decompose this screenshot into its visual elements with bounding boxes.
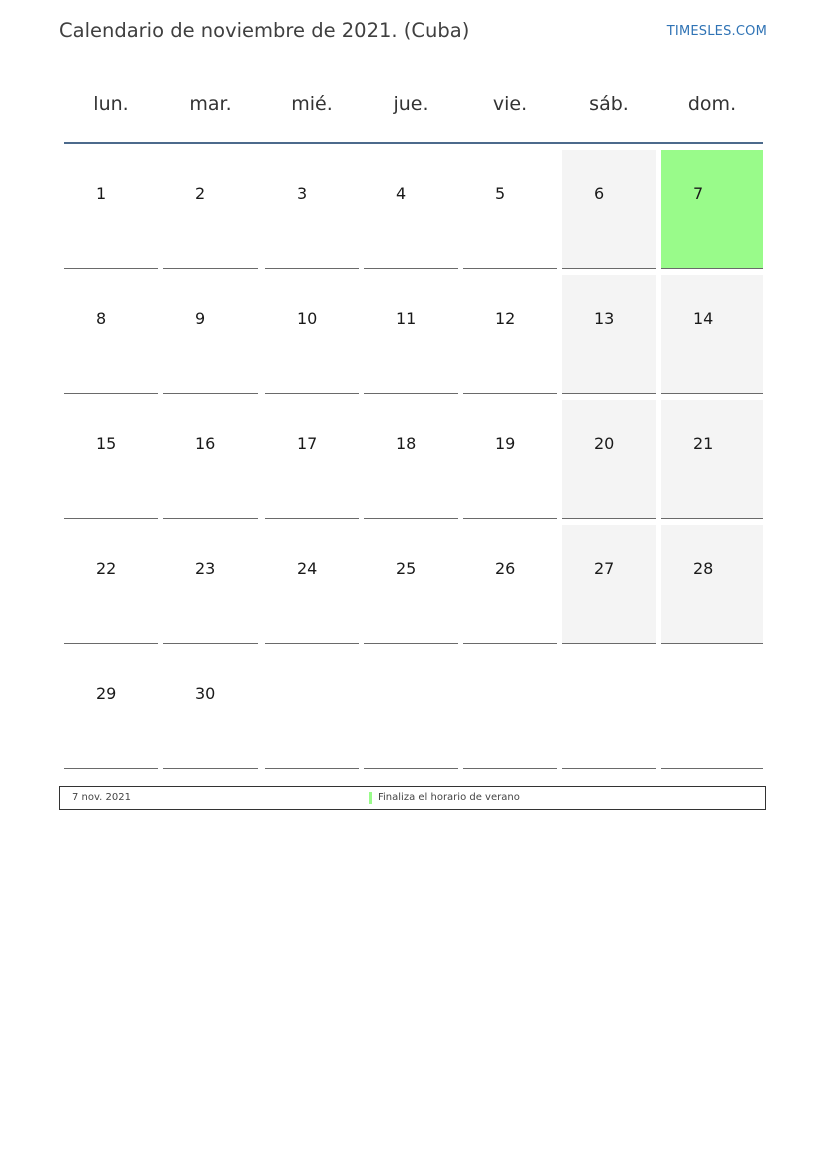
cell-divider (661, 268, 763, 270)
cell-divider (163, 268, 258, 270)
day-number: 11 (396, 309, 417, 328)
day-number: 23 (195, 559, 216, 578)
day-cell (265, 525, 359, 644)
cell-divider (64, 643, 158, 645)
cell-divider (463, 768, 557, 770)
cell-divider (364, 393, 458, 395)
day-cell (661, 150, 763, 269)
day-cell (364, 400, 458, 519)
day-cell (163, 150, 258, 269)
day-cell (265, 650, 359, 769)
cell-divider (661, 643, 763, 645)
weekday-header (62, 0, 766, 145)
day-number: 9 (195, 309, 206, 328)
cell-divider (265, 643, 359, 645)
legend-box (59, 786, 766, 810)
day-cell (364, 650, 458, 769)
cell-divider (64, 393, 158, 395)
day-cell (64, 400, 158, 519)
weekday-label: mar. (189, 93, 232, 115)
day-number: 30 (195, 684, 216, 703)
day-number: 25 (396, 559, 417, 578)
brand-link[interactable]: TIMESLES.COM (666, 24, 767, 39)
day-cell (265, 400, 359, 519)
day-number: 7 (693, 184, 704, 203)
cell-divider (64, 268, 158, 270)
day-cell (364, 150, 458, 269)
legend-date: 7 nov. 2021 (72, 792, 131, 803)
cell-divider (163, 643, 258, 645)
cell-divider (364, 518, 458, 520)
day-cell (463, 650, 557, 769)
cell-divider (265, 768, 359, 770)
day-cell (562, 400, 656, 519)
day-cell (364, 275, 458, 394)
weekday-label: dom. (687, 93, 737, 115)
day-cell (562, 525, 656, 644)
day-number: 21 (693, 434, 714, 453)
cell-divider (463, 643, 557, 645)
cell-divider (661, 768, 763, 770)
day-cell (64, 275, 158, 394)
day-cell (265, 150, 359, 269)
cell-divider (64, 518, 158, 520)
cell-divider (163, 518, 258, 520)
day-cell (463, 150, 557, 269)
weekday-label: jue. (393, 93, 429, 115)
day-number: 27 (594, 559, 615, 578)
day-number: 19 (495, 434, 516, 453)
day-cell (562, 150, 656, 269)
day-cell (661, 400, 763, 519)
day-number: 10 (297, 309, 318, 328)
cell-divider (364, 268, 458, 270)
day-cell (661, 525, 763, 644)
day-number: 15 (96, 434, 117, 453)
day-number: 12 (495, 309, 516, 328)
day-number: 8 (96, 309, 107, 328)
legend-color-marker (369, 792, 372, 804)
cell-divider (562, 518, 656, 520)
day-cell (661, 650, 763, 769)
day-cell (163, 525, 258, 644)
day-number: 13 (594, 309, 615, 328)
day-number: 5 (495, 184, 506, 203)
weekday-label: vie. (492, 93, 528, 115)
day-number: 6 (594, 184, 605, 203)
day-number: 14 (693, 309, 714, 328)
weekday-label: sáb. (589, 93, 629, 115)
day-cell (163, 400, 258, 519)
cell-divider (265, 268, 359, 270)
day-cell (64, 650, 158, 769)
day-cell (661, 275, 763, 394)
day-cell (463, 525, 557, 644)
cell-divider (661, 518, 763, 520)
day-number: 4 (396, 184, 407, 203)
legend-description: Finaliza el horario de verano (378, 792, 520, 803)
page-title: Calendario de noviembre de 2021. (Cuba) (59, 19, 470, 42)
cell-divider (163, 768, 258, 770)
day-number: 2 (195, 184, 206, 203)
cell-divider (364, 643, 458, 645)
cell-divider (661, 393, 763, 395)
day-cell (265, 275, 359, 394)
weekday-label: mié. (291, 93, 333, 115)
cell-divider (163, 393, 258, 395)
cell-divider (562, 268, 656, 270)
weekday-label: lun. (93, 93, 129, 115)
day-cell (463, 400, 557, 519)
header-divider (64, 142, 763, 144)
day-cell (64, 150, 158, 269)
day-number: 16 (195, 434, 216, 453)
day-cell (562, 275, 656, 394)
day-cell (64, 525, 158, 644)
day-number: 24 (297, 559, 318, 578)
day-number: 29 (96, 684, 117, 703)
day-number: 1 (96, 184, 107, 203)
day-cell (163, 275, 258, 394)
day-number: 28 (693, 559, 714, 578)
day-cell (364, 525, 458, 644)
day-number: 18 (396, 434, 417, 453)
cell-divider (64, 768, 158, 770)
cell-divider (562, 768, 656, 770)
cell-divider (463, 393, 557, 395)
cell-divider (463, 518, 557, 520)
cell-divider (562, 393, 656, 395)
day-cell (562, 650, 656, 769)
cell-divider (463, 268, 557, 270)
day-number: 22 (96, 559, 117, 578)
day-number: 20 (594, 434, 615, 453)
day-number: 3 (297, 184, 308, 203)
cell-divider (562, 643, 656, 645)
day-cell (463, 275, 557, 394)
day-number: 17 (297, 434, 318, 453)
cell-divider (364, 768, 458, 770)
day-number: 26 (495, 559, 516, 578)
day-cell (163, 650, 258, 769)
cell-divider (265, 393, 359, 395)
cell-divider (265, 518, 359, 520)
